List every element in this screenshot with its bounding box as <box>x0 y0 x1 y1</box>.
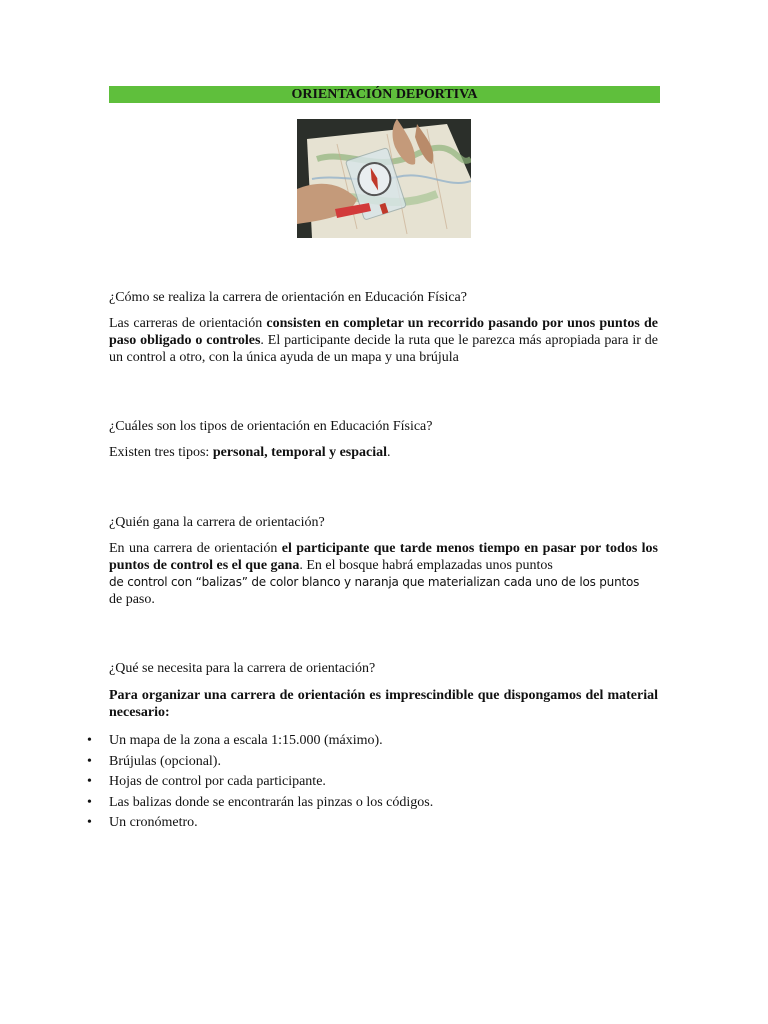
question-heading: ¿Cuáles son los tipos de orientación en Educación Física? <box>109 419 433 434</box>
list-item: • Las balizas donde se encontrarán las pinzas o los códigos. <box>109 793 433 814</box>
paragraph-2 <box>109 444 658 461</box>
page-title: ORIENTACIÓN DEPORTIVA <box>109 86 660 103</box>
paragraph-bold-text: Para organizar una carrera de orientación es imprescindible que dispongamos del material necesario: <box>109 688 658 720</box>
materials-list <box>109 731 433 834</box>
section-3 <box>109 514 658 531</box>
map-compass-photo <box>297 119 471 238</box>
paragraph-1 <box>109 315 658 366</box>
paragraph-3-alt-line: de control con “balizas” de color blanco y naranja que materializan cada uno de los puntos <box>109 575 640 589</box>
question-heading: ¿Quién gana la carrera de orientación? <box>109 515 325 530</box>
map-compass-photo-icon <box>297 119 471 238</box>
paragraph-bold-text: personal, temporal y espacial <box>212 445 388 460</box>
paragraph-4 <box>109 687 658 721</box>
list-item: • Un cronómetro. <box>109 813 433 834</box>
paragraph-text-mid: . En el bosque habrá emplazadas unos puntos <box>299 558 553 573</box>
question-heading: ¿Qué se necesita para la carrera de orientación? <box>109 661 376 676</box>
paragraph-bold-text: el participante que tarde menos tiempo en pasar por todos los puntos de control es el que gana <box>109 541 659 573</box>
question-heading: ¿Cómo se realiza la carrera de orientación en Educación Física? <box>109 290 467 305</box>
list-item: • Un mapa de la zona a escala 1:15.000 (máximo). <box>109 731 433 752</box>
paragraph-text: Existen tres tipos: <box>109 445 213 460</box>
list-item: • Hojas de control por cada participante. <box>109 772 433 793</box>
paragraph-text-end: . El participante decide la ruta que le parezca más apropiada para ir de un control a otro, con la única ayuda de un mapa y una brújula <box>109 333 658 365</box>
paragraph-bold-text: consisten en completar un recorrido pasando por unos puntos de paso obligado o controles <box>109 316 658 348</box>
paragraph-3-end: de paso. <box>109 592 155 607</box>
paragraph-text: En una carrera de orientación <box>109 541 282 556</box>
paragraph-text-end: . <box>387 445 391 460</box>
section-1 <box>109 289 658 306</box>
section-4 <box>109 660 658 677</box>
paragraph-text: Las carreras de orientación <box>109 316 267 331</box>
section-2 <box>109 418 658 435</box>
paragraph-3 <box>109 540 658 574</box>
list-item: • Brújulas (opcional). <box>109 752 433 773</box>
